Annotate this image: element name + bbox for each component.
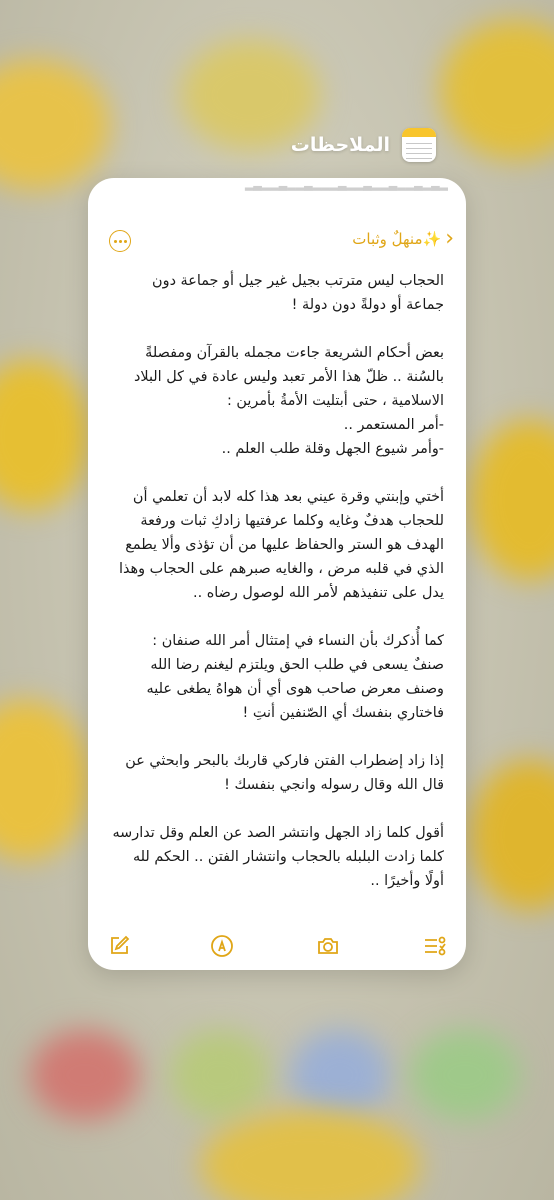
note-line: للحجاب هدفٌ وغايه وكلما عرفتيها زادكِ ثبات ورفعة — [140, 513, 444, 529]
note-card[interactable] — [88, 178, 466, 970]
markup-icon[interactable] — [210, 934, 234, 958]
note-paragraph — [102, 485, 444, 605]
note-line: الاسلامية ، حتى أبتليت الأمةُ بأمرين : — [227, 393, 444, 409]
note-line: وصنف معرض صاحب هوى أي أن هواهُ يطغى عليه — [146, 681, 444, 697]
note-line: -أمر المستعمر .. — [343, 417, 444, 433]
app-switcher-header[interactable] — [291, 128, 436, 162]
note-line: كلما زادت البلبله بالحجاب وانتشار الفتن .. الحكم لله — [132, 849, 444, 865]
note-line: أختي وإبنتي وقرة عيني بعد هذا كله لابد أن تعلمي أن — [132, 489, 444, 505]
note-line: الهدف هو الستر والحفاظ عليها من أن تؤذى وألا يطمع — [125, 537, 444, 553]
note-line: إذا زاد إضطراب الفتن فاركي قاربك بالبحر وابحثي عن — [125, 753, 444, 769]
back-label: منهلٌ وثبات✨ — [352, 230, 442, 248]
note-paragraph — [102, 341, 444, 461]
app-title: الملاحظات — [290, 134, 390, 156]
back-button[interactable] — [352, 228, 454, 250]
ghost-text-top: ▂▃▂▃▂▂▃▂▂▃▂▂▃▂▂▂▃▂▂▃▂▂▃▂ — [244, 178, 448, 191]
note-body[interactable] — [102, 269, 444, 917]
note-line: كما أُذكرك بأن النساء في إمتثال أمر الله صنفان : — [152, 633, 444, 649]
note-paragraph — [102, 821, 444, 893]
notes-app-icon — [402, 128, 436, 162]
note-line: صنفٌ يسعى في طلب الحق ويلتزم ليغنم رضا الله — [150, 657, 444, 673]
note-line: قال الله وقال رسوله وانجي بنفسك ! — [224, 777, 444, 793]
note-line: الذي في قلبه مرض ، والغايه صبرهم على الحجاب وهذا — [118, 561, 444, 577]
note-line: أولًا وأخيرًا .. — [370, 873, 444, 889]
note-toolbar — [88, 934, 466, 964]
note-line: بعض أحكام الشريعة جاءت مجمله بالقرآن ومفصلةً — [145, 345, 444, 361]
checklist-icon[interactable] — [423, 934, 447, 958]
note-paragraph — [102, 629, 444, 725]
note-line: فاختاري بنفسك أي الصّنفين أنتِ ! — [242, 705, 444, 721]
note-line: يدل على تنفيذهم لأمر الله لوصول رضاه .. — [193, 585, 444, 601]
more-options-button[interactable] — [109, 230, 131, 252]
chevron-right-icon: › — [445, 226, 454, 251]
note-line: -وأمر شيوع الجهل وقلة طلب العلم .. — [221, 441, 444, 457]
note-paragraph — [102, 269, 444, 317]
note-line: أقول كلما زاد الجهل وانتشر الصد عن العلم وقل تدارسه — [112, 825, 444, 841]
camera-icon[interactable] — [316, 934, 340, 958]
note-line: بالسُنة .. ظلّ هذا الأمر تعبد وليس عادة في كل البلاد — [133, 369, 444, 385]
note-line: جماعة أو دولةً دون دولة ! — [291, 297, 444, 313]
note-paragraph — [102, 749, 444, 797]
note-line: الحجاب ليس مترتب بجيل غير جيل أو جماعة دون — [152, 273, 444, 289]
compose-icon[interactable] — [107, 934, 131, 958]
note-navbar — [88, 228, 466, 256]
